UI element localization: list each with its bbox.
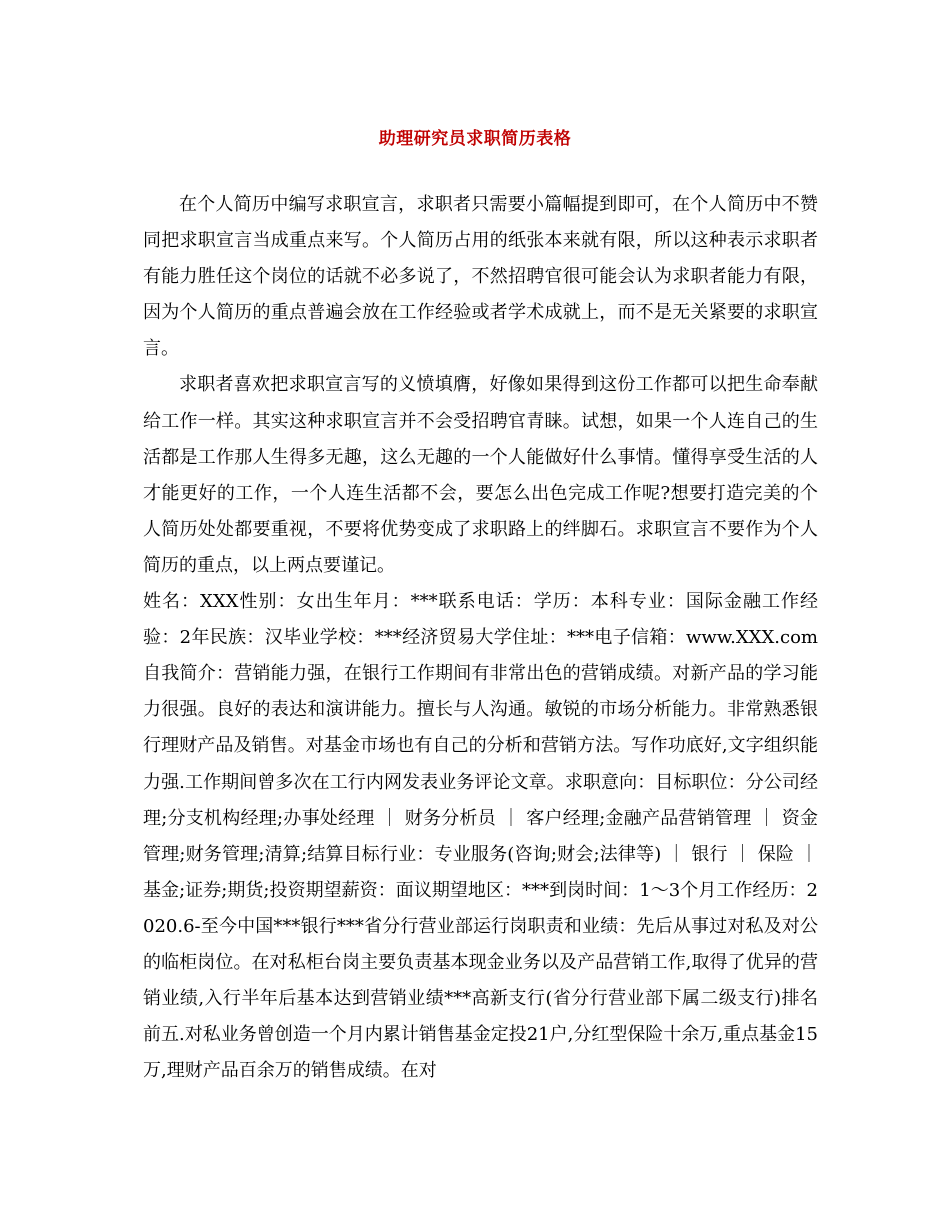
paragraph-declaration-advice: 在个人简历中编写求职宣言，求职者只需要小篇幅提到即可，在个人简历中不赞同把求职宣言当成重点来写。个人简历占用的纸张本来就有限，所以这种表示求职者有能力胜任这个岗位的话就不必多说了，不然招聘官很可能会认为求职者能力有限，因为个人简历的重点普遍会放在工作经验或者学术成就上，而不是无关紧要的求职宣言。: [143, 194, 818, 360]
paragraph-resume-details: 姓名：XXX性别：女出生年月：***联系电话：学历：本科专业：国际金融工作经验：2年民族：汉毕业学校：***经济贸易大学住址：***电子信箱：www.XXX.com自我简介：营销能力强，在银行工作期间有非常出色的营销成绩。对新产品的学习能力很强。良好的表达和演讲能力。擅长与人沟通。敏锐的市场分析能力。非常熟悉银行理财产品及销售。对基金市场也有自己的分析和营销方法。写作功底好,文字组织能力强.工作期间曾多次在工行内网发表业务评论文章。求职意向：目标职位：分公司经理;分支机构经理;办事处经理 ｜ 财务分析员 ｜ 客户经理;金融产品营销管理 ｜ 资金管理;财务管理;清算;结算目标行业：专业服务(咨询;财会;法律等) ｜ 银行 ｜ 保险 ｜ 基金;证券;期货;投资期望薪资：面议期望地区：***到岗时间：1～3个月工作经历：2020.6-至今中国***银行***省分行营业部运行岗职责和业绩：先后从事过对私及对公的临柜岗位。在对私柜台岗主要负责基本现金业务以及产品营销工作,取得了优异的营销业绩,入行半年后基本达到营销业绩***高新支行(省分行营业部下属二级支行)排名前五.对私业务曾创造一个月内累计销售基金定投21户,分红型保险十余万,重点基金15万,理财产品百余万的销售成绩。在对: [143, 591, 818, 1082]
document-title: 助理研究员求职简历表格: [378, 129, 572, 149]
paragraph-declaration-warning: 求职者喜欢把求职宣言写的义愤填膺，好像如果得到这份工作都可以把生命奉献给工作一样。其实这种求职宣言并不会受招聘官青睐。试想，如果一个人连自己的生活都是工作那人生得多无趣，这么无趣的一个人能做好什么事情。懂得享受生活的人才能更好的工作，一个人连生活都不会，要怎么出色完成工作呢?想要打造完美的个人简历处处都要重视，不要将优势变成了求职路上的绊脚石。求职宣言不要作为个人简历的重点，以上两点要谨记。: [143, 374, 818, 576]
document-body: [143, 187, 818, 1089]
